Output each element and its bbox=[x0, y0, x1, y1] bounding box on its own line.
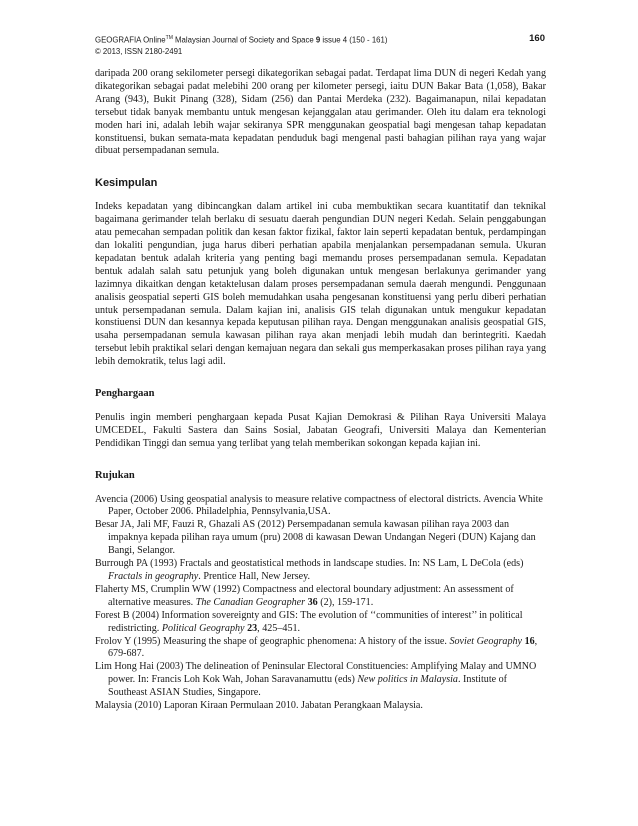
penghargaan-heading: Penghargaan bbox=[95, 388, 155, 400]
journal-issue: issue 4 (150 - 161) bbox=[320, 35, 388, 45]
journal-name: GEOGRAFIA Online bbox=[95, 35, 166, 45]
journal-citation bbox=[95, 33, 387, 46]
reference-item bbox=[95, 584, 546, 610]
reference-source: Fractals in geography bbox=[108, 571, 199, 582]
reference-tail: (2), 159-171. bbox=[317, 596, 374, 608]
reference-list bbox=[95, 494, 546, 713]
reference-item bbox=[95, 700, 546, 713]
reference-volume: 36 bbox=[307, 596, 318, 608]
reference-tail: , 679-687. bbox=[108, 635, 538, 660]
kesimpulan-paragraph: Indeks kepadatan yang dibincangkan dalam artikel ini cuba membuktikan secara kuantitatif dan teknikal bagaimana gerimander telah berlaku di sesuatu daerah pengundian DUN negeri Kedah. Selain penggabungan atau pemecahan sempadan politik dan kesan faktor fizikal, faktor lain seperti kepadatan bentuk, perdampingan dan lokaliti pengundian, juga harus diberi perhatian apabila menjalankan persempadanan semula. Ukuran kepadatan bentuk adalah kriteria yang penting bagi memandu proses persempadanan semula. Kepadatan bentuk adalah salah satu petunjuk yang boleh digunakan untuk mengesan berlakunya gerimander yang lazimnya dikaitkan dengan ketaktelusan dalam proses persempadanan semula daerah mengundi. Penggunaan analisis geospatial seperti GIS boleh memudahkan usaha pengesanan konstituensi yang perlu diberi perhatian untuk persempadanan semula. Dalam kajian ini, analisis GIS telah digunakan untuk mengukur kepadatan konstiuensi DUN dan kesannya kepada keputusan pilihan raya. Dengan menggunakan analisis geospatial GIS, usaha persempadanan semula kawasan pilihan raya akan menjadi lebih mudah dan berintegriti. Kaedah tersebut lebih praktikal selari dengan kemajuan negara dan sekali gus memperkasakan proses pilihan raya yang lebih demokratik, telus lagi adil. bbox=[95, 201, 546, 368]
reference-item bbox=[95, 661, 546, 700]
reference-text: Besar JA, Jali MF, Fauzi R, Ghazali AS (2012) Persempadanan semula kawasan pilihan raya 2003 dan impaknya kepada pilihan raya umum (pru) 2008 di kawasan Dewan Undangan Negeri (DUN) Kajang dan Bangi, Selangor. bbox=[95, 519, 536, 557]
journal-subtitle: Malaysian Journal of Society and Space bbox=[172, 35, 316, 45]
reference-volume: 23 bbox=[247, 622, 258, 634]
reference-source: New politics in Malaysia bbox=[357, 674, 458, 686]
reference-tail: . Institute of Southeast ASIAN Studies, Singapore. bbox=[108, 674, 508, 699]
reference-item bbox=[95, 494, 546, 520]
penghargaan-paragraph: Penulis ingin memberi penghargaan kepada Pusat Kajian Demokrasi & Pilihan Raya Universiti Malaya UMCEDEL, Fakulti Sastera dan Sains Sosial, Jabatan Geografi, Universiti Malaya dan Kementerian Pendidikan Tinggi dan semua yang terlibat yang telah memberikan sokongan kepada kajian ini. bbox=[95, 411, 546, 449]
reference-text: Lim Hong Hai (2003) The delineation of Peninsular Electoral Constituencies: Amplifying Malay and UMNO power. In: Francis Loh Kok Wah, Johan Saravanamuttu (eds) bbox=[95, 661, 537, 686]
trademark: TM bbox=[165, 35, 173, 41]
reference-item bbox=[95, 610, 546, 636]
reference-item bbox=[95, 636, 546, 662]
journal-volume: 9 bbox=[315, 35, 321, 45]
rujukan-heading: Rujukan bbox=[95, 469, 135, 481]
reference-text: Frolov Y (1995) Measuring the shape of geographic phenomena: A history of the issue. bbox=[95, 635, 450, 647]
reference-item bbox=[95, 519, 546, 558]
reference-text: Malaysia (2010) Laporan Kiraan Permulaan 2010. Jabatan Perangkaan Malaysia. bbox=[95, 700, 423, 712]
reference-source: Soviet Geography bbox=[449, 635, 523, 647]
copyright-issn: © 2013, ISSN 2180-2491 bbox=[95, 46, 183, 56]
page-body bbox=[95, 68, 546, 713]
reference-tail: , 425–451. bbox=[257, 622, 301, 634]
header-line-1 bbox=[95, 33, 545, 46]
reference-text: Forest B (2004) Information sovereignty and GIS: The evolution of ‘‘communities of interest’’ in political redistricting. bbox=[95, 609, 523, 634]
reference-source: Political Geography bbox=[161, 622, 245, 634]
intro-paragraph: daripada 200 orang sekilometer persegi dikategorikan sebagai padat. Terdapat lima DUN di negeri Kedah yang dikategorikan sebagai padat melebihi 200 orang per kilometer persegi, iaitu DUN Bakar Bata (1,058), Bakar Arang (943), Bukit Pinang (328), Sidam (256) dan Pantai Merdeka (232). Bagaimanapun, nilai kepadatan tersebut tidak banyak membantu untuk mengesan kejanggalan atau gerimander. Oleh itu dalam era teknologi moden hari ini, adalah lebih wajar sekiranya SPR menggunakan geospatial bagi mengesan tahap kepadatan konstituensi, bukan semata-mata kepadatan penduduk bagi mengenal pasti bahagian pilihan raya yang wajar dibuat persempadanan semula. bbox=[95, 68, 546, 157]
reference-text: Burrough PA (1993) Fractals and geostatistical methods in landscape studies. In: NS Lam, L DeCola (eds) bbox=[95, 558, 524, 570]
reference-text: Avencia (2006) Using geospatial analysis to measure relative compactness of electoral districts. Avencia White Paper, October 2006. Philadelphia, Pennsylvania,USA. bbox=[95, 493, 543, 518]
running-header bbox=[95, 33, 545, 57]
kesimpulan-heading: Kesimpulan bbox=[95, 177, 158, 190]
reference-source: The Canadian Geographer bbox=[195, 596, 306, 608]
reference-volume: 16 bbox=[524, 635, 535, 647]
reference-item bbox=[95, 558, 546, 584]
reference-text: Flaherty MS, Crumplin WW (1992) Compactness and electoral boundary adjustment: An assessment of alternative measures. bbox=[95, 583, 514, 608]
reference-tail: . Prentice Hall, New Jersey. bbox=[198, 571, 311, 582]
page-number: 160 bbox=[529, 33, 545, 44]
